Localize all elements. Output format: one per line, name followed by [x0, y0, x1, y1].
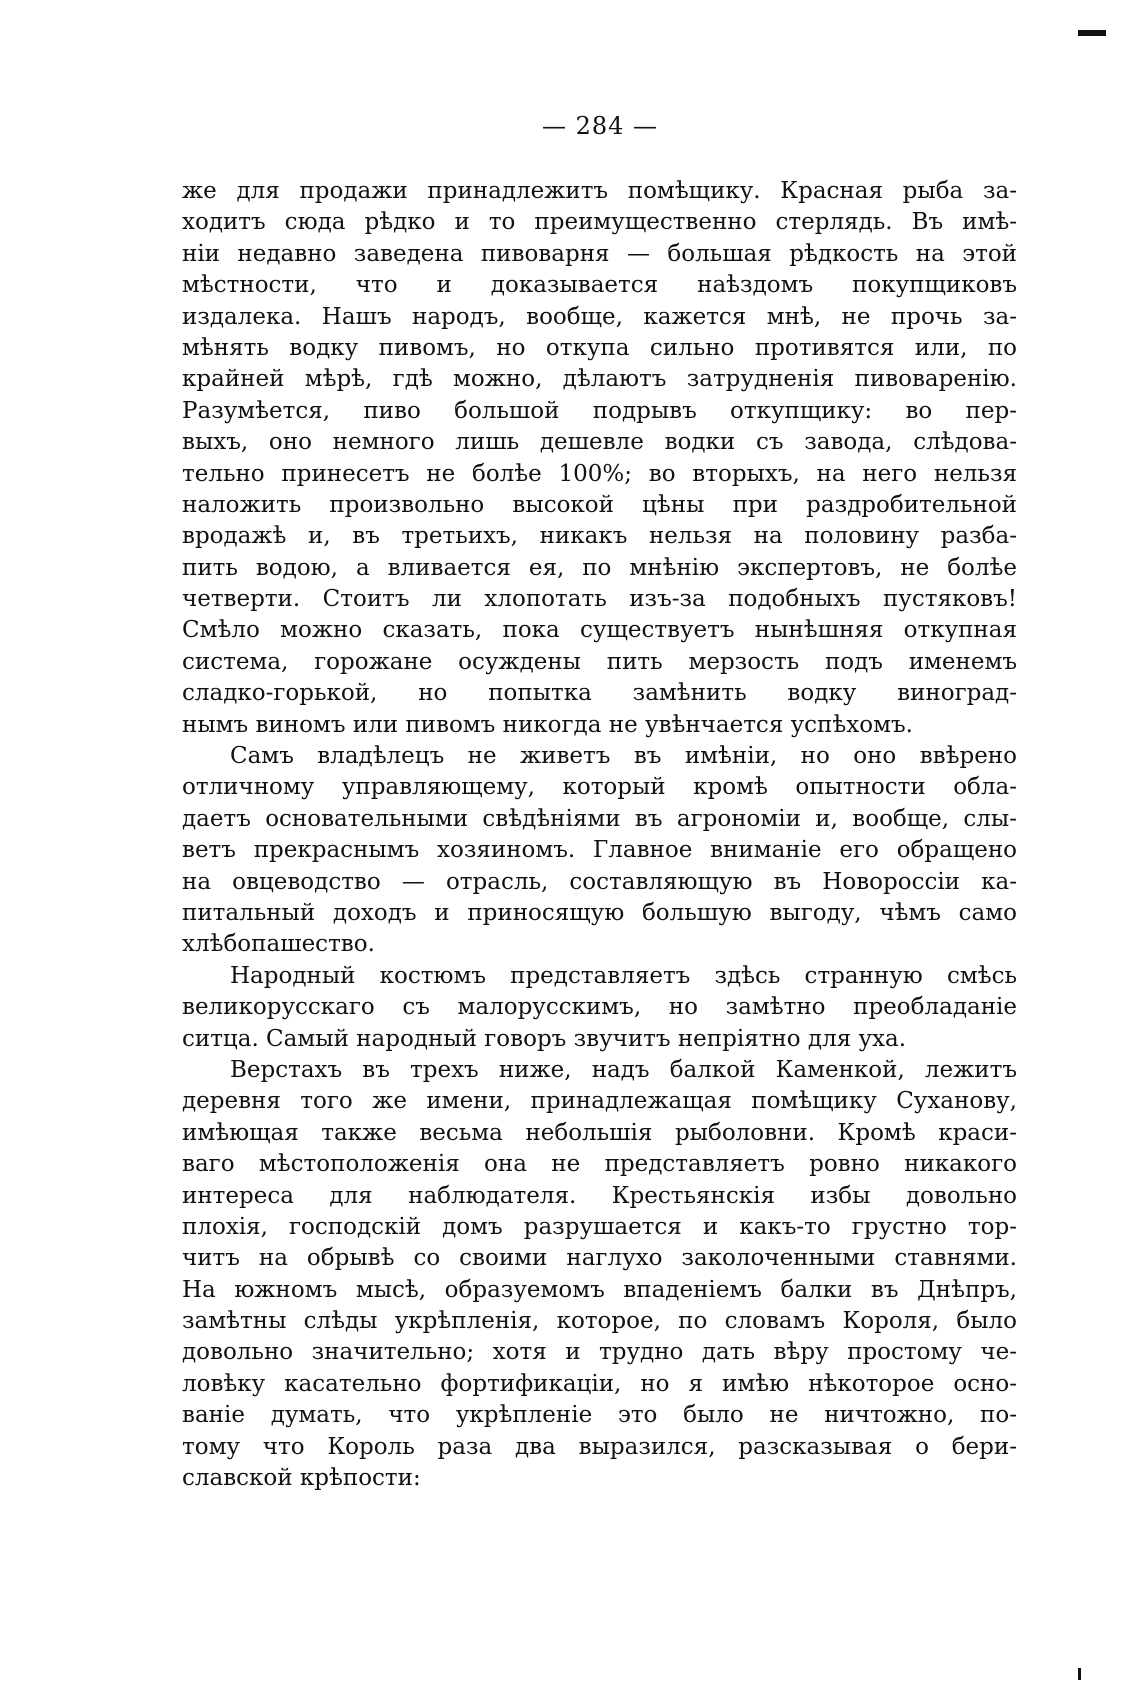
text-line: вродажѣ и, въ третьихъ, никакъ нельзя на половину разба- [182, 523, 1017, 550]
text-line: мѣстности, что и доказывается наѣздомъ покупщиковъ [182, 272, 1017, 299]
text-line: отличному управляющему, который кромѣ опытности обла- [182, 774, 1017, 801]
text-line: издалека. Нашъ народъ, вообще, кажется мнѣ, не прочь за- [182, 303, 1017, 330]
text-line: тельно принесетъ не болѣе 100%; во вторыхъ, на него нельзя [182, 460, 1017, 487]
text-line: Самъ владѣлецъ не живетъ въ имѣнiи, но оно ввѣрено [230, 743, 1017, 770]
text-line: выхъ, оно немного лишь дешевле водки съ завода, слѣдова- [182, 429, 1017, 456]
text-line: Разумѣется, пиво большой подрывъ откупщику: во пер- [182, 397, 1017, 424]
text-line: великорусскаго съ малорусскимъ, но замѣтно преобладанiе [182, 994, 1017, 1021]
text-line: интереса для наблюдателя. Крестьянскiя избы довольно [182, 1182, 1017, 1209]
text-line: Верстахъ въ трехъ ниже, надъ балкой Каменкой, лежитъ [230, 1056, 1017, 1083]
text-line: Народный костюмъ представляетъ здѣсь странную смѣсь [230, 962, 1017, 989]
text-line: мѣнять водку пивомъ, но откупа сильно противятся или, по [182, 334, 1017, 361]
paragraph [182, 176, 1017, 741]
text-line: сладко-горькой, но попытка замѣнить водку виноград- [182, 680, 1017, 707]
text-line: ситца. Самый народный говоръ звучитъ непрiятно для уха. [182, 1025, 907, 1052]
text-line: нымъ виномъ или пивомъ никогда не увѣнчается успѣхомъ. [182, 711, 913, 738]
text-line: тому что Король раза два выразился, разсказывая о бери- [182, 1433, 1017, 1460]
text-line: нiи недавно заведена пивоварня — большая рѣдкость на этой [182, 240, 1017, 267]
text-line: замѣтны слѣды укрѣпленiя, которое, по словамъ Короля, было [182, 1308, 1017, 1335]
text-line: же для продажи принадлежитъ помѣщику. Красная рыба за- [182, 178, 1017, 204]
text-line: На южномъ мысѣ, образуемомъ впаденiемъ балки въ Днѣпръ, [182, 1276, 1017, 1303]
paragraph [182, 961, 1017, 1055]
text-line: хлѣбопашество. [182, 931, 375, 958]
text-line: деревня того же имени, принадлежащая помѣщику Суханову, [182, 1088, 1017, 1115]
text-line: имѣющая также весьма небольшiя рыболовни. Кромѣ краси- [182, 1119, 1017, 1146]
page-text [182, 176, 1017, 1494]
text-line: на овцеводство — отрасль, составляющую въ Новороссiи ка- [182, 868, 1017, 895]
text-line: ваго мѣстоположенiя она не представляетъ ровно никакого [182, 1151, 1017, 1178]
page-number: — 284 — [541, 112, 659, 140]
text-line: ходитъ сюда рѣдко и то преимущественно стерлядь. Въ имѣ- [182, 209, 1017, 236]
text-line: ветъ прекраснымъ хозяиномъ. Главное вниманiе его обращено [182, 837, 1017, 864]
text-line: читъ на обрывѣ со своими наглухо заколоченными ставнями. [182, 1245, 1017, 1272]
text-line: славской крѣпости: [182, 1465, 421, 1492]
paragraph [182, 741, 1017, 961]
text-line: питальный доходъ и приносящую большую выгоду, чѣмъ само [182, 899, 1017, 926]
text-line: система, горожане осуждены пить мерзость подъ именемъ [182, 648, 1017, 675]
text-line: Смѣло можно сказать, пока существуетъ нынѣшняя откупная [182, 617, 1017, 644]
text-line: ванiе думать, что укрѣпленiе это было не ничтожно, по- [182, 1402, 1017, 1429]
text-line: четверти. Стоитъ ли хлопотать изъ-за подобныхъ пустяковъ! [182, 586, 1017, 613]
text-line: пить водою, а вливается ея, по мнѣнiю экспертовъ, не болѣе [182, 554, 1017, 581]
text-line: крайней мѣрѣ, гдѣ можно, дѣлаютъ затрудненiя пивоваренiю. [182, 366, 1017, 393]
text-line: плохiя, господскiй домъ разрушается и какъ-то грустно тор- [182, 1213, 1017, 1240]
paragraph [182, 1055, 1017, 1494]
text-line: ловѣку касательно фортификацiи, но я имѣю нѣкоторое осно- [182, 1370, 1017, 1397]
text-line: наложить произвольно высокой цѣны при раздробительной [182, 491, 1017, 518]
scan-mark [1078, 30, 1106, 36]
text-line: даетъ основательными свѣдѣнiями въ агрономiи и, вообще, слы- [182, 805, 1017, 832]
text-line: довольно значительно; хотя и трудно дать вѣру простому че- [182, 1339, 1017, 1366]
scan-mark [1078, 1668, 1081, 1680]
